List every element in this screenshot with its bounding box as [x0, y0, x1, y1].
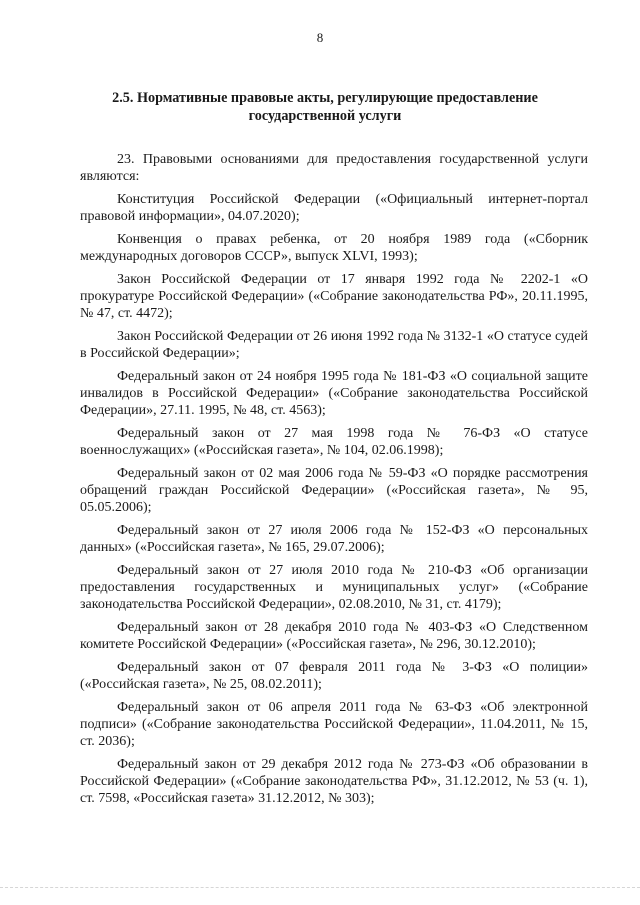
paragraph-education-law: Федеральный закон от 29 декабря 2012 года № 273-ФЗ «Об образовании в Российской Федерации» («Собрание законодательства РФ», 31.12.2012, № 53 (ч. 1), ст. 7598, «Российская газета» 31.12.2012, № 303);	[80, 757, 588, 806]
paragraph-judges-status-law: Закон Российской Федерации от 26 июня 1992 года № 3132-1 «О статусе судей в Российской Федерации»;	[80, 329, 588, 361]
paragraph-disabled-protection-law: Федеральный закон от 24 ноября 1995 года № 181-ФЗ «О социальной защите инвалидов в Российской Федерации» («Собрание законодательства Российской Федерации», 27.11. 1995, № 48, ст. 4563);	[80, 369, 588, 418]
paragraph-citizen-appeals-law: Федеральный закон от 02 мая 2006 года № 59-ФЗ «О порядке рассмотрения обращений граждан Российской Федерации» («Российская газета», № 95, 05.05.2006);	[80, 466, 588, 515]
section-title: 2.5. Нормативные правовые акты, регулирующие предоставление государственной услуги	[112, 90, 538, 124]
paragraph-legal-basis-intro: 23. Правовыми основаниями для предоставления государственной услуги являются:	[80, 152, 588, 184]
paragraph-police-law: Федеральный закон от 07 февраля 2011 года № 3-ФЗ «О полиции» («Российская газета», № 25, 08.02.2011);	[80, 660, 588, 692]
paragraph-prosecutor-law: Закон Российской Федерации от 17 января 1992 года № 2202-1 «О прокуратуре Российской Федерации» («Собрание законодательства РФ», 20.11.1995, № 47, ст. 4472);	[80, 272, 588, 321]
paragraph-constitution: Конституция Российской Федерации («Официальный интернет-портал правовой информации», 04.07.2020);	[80, 192, 588, 224]
paragraph-investigative-committee-law: Федеральный закон от 28 декабря 2010 года № 403-ФЗ «О Следственном комитете Российской Федерации» («Российская газета», № 296, 30.12.2010);	[80, 620, 588, 652]
paragraph-electronic-signature-law: Федеральный закон от 06 апреля 2011 года № 63-ФЗ «Об электронной подписи» («Собрание законодательства Российской Федерации», 11.04.2011, № 15, ст. 2036);	[80, 700, 588, 749]
paragraph-personal-data-law: Федеральный закон от 27 июля 2006 года № 152-ФЗ «О персональных данных» («Российская газета», № 165, 29.07.2006);	[80, 523, 588, 555]
paragraph-military-status-law: Федеральный закон от 27 мая 1998 года № 76-ФЗ «О статусе военнослужащих» («Российская газета», № 104, 02.06.1998);	[80, 426, 588, 458]
scan-bottom-edge	[0, 887, 640, 888]
page-number: 8	[316, 30, 324, 45]
paragraph-public-services-law: Федеральный закон от 27 июля 2010 года № 210-ФЗ «Об организации предоставления государственных и муниципальных услуг» («Собрание законодательства Российской Федерации», 02.08.2010, № 31, ст. 4179);	[80, 563, 588, 612]
document-body	[80, 151, 588, 813]
paragraph-child-rights-convention: Конвенция о правах ребенка, от 20 ноября 1989 года («Сборник международных договоров СССР», выпуск XLVI, 1993);	[80, 232, 588, 264]
